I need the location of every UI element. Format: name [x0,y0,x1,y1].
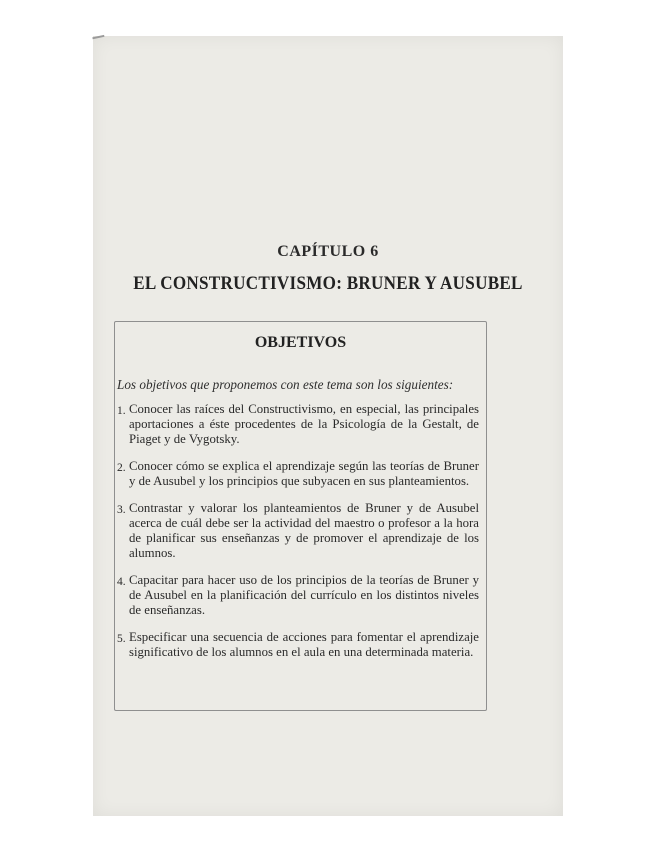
objective-text: Conocer las raíces del Constructivismo, en especial, las principales aportaciones a éste procedentes de la Psicología de la Gestalt, de Piaget y de Vygotsky. [129,402,479,446]
objective-item [117,573,479,618]
objectives-intro: Los objetivos que proponemos con este tema son los siguientes: [117,377,454,392]
objective-number: 5. [117,633,126,645]
objective-item [117,459,479,489]
objective-item [117,501,479,561]
objective-text: Capacitar para hacer uso de los principios de la teorías de Bruner y de Ausubel en la planificación del currículo en los distintos niveles de enseñanzas. [129,573,479,617]
objective-number: 2. [117,462,126,474]
objective-item [117,630,479,660]
objective-number: 1. [117,405,126,417]
objective-number: 3. [117,504,126,516]
chapter-label: CAPÍTULO 6 [277,243,379,260]
objective-text: Contrastar y valorar los planteamientos de Bruner y de Ausubel acerca de cuál debe ser la actividad del maestro o profesor a la hora de planificar sus enseñanzas y de promover el aprendizaje de los alumnos. [129,501,479,560]
chapter-title: EL CONSTRUCTIVISMO: BRUNER Y AUSUBEL [133,273,523,294]
objectives-heading: OBJETIVOS [254,334,347,351]
objective-text: Especificar una secuencia de acciones para fomentar el aprendizaje significativo de los alumnos en el aula en una determinada materia. [129,630,479,659]
objective-item [117,402,479,447]
objective-text: Conocer cómo se explica el aprendizaje según las teorías de Bruner y de Ausubel y los principios que subyacen en sus planteamientos. [129,459,479,488]
objective-number: 4. [117,576,126,588]
objectives-box [114,321,487,711]
objectives-list [117,402,479,672]
